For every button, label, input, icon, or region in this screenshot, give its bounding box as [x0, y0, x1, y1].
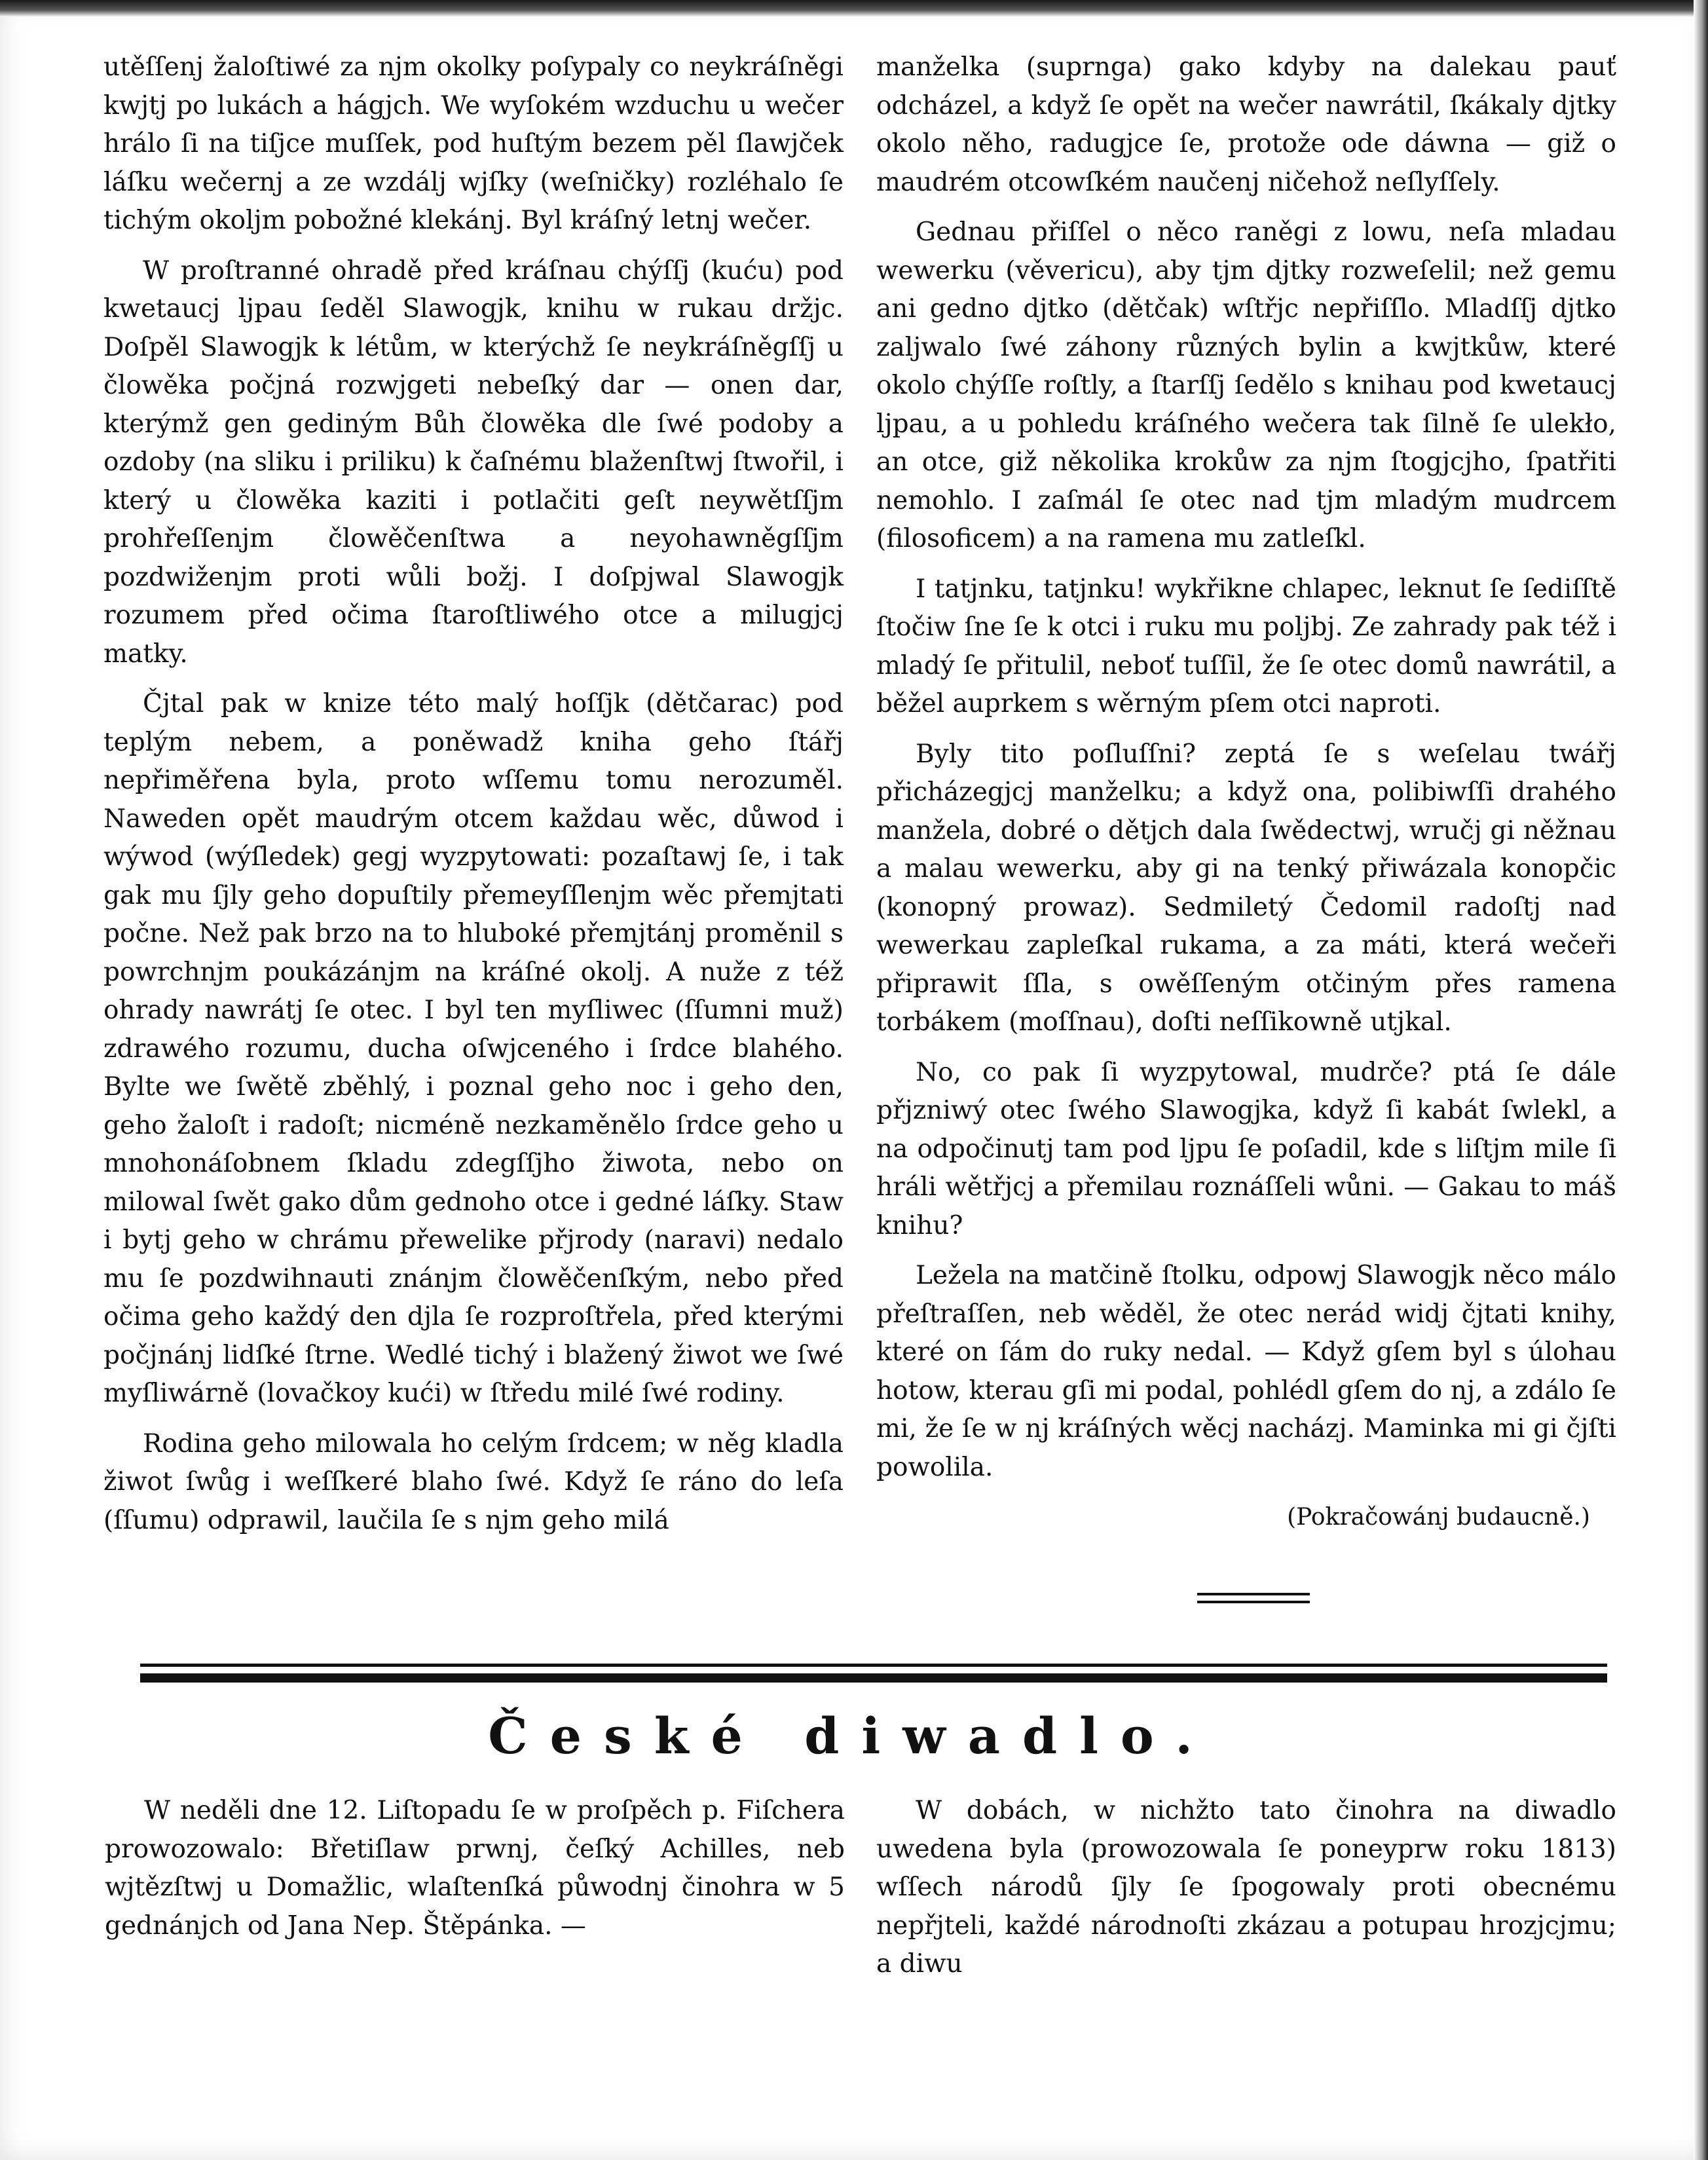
section-divider: [140, 1664, 1607, 1683]
article-end-rule: [1197, 1593, 1310, 1609]
article-column-right: [876, 48, 1616, 1537]
article-paragraph: I tatjnku, tatjnku! wykřikne chlapec, leknut ſe ſediſſtě ſtočiw ſne ſe k otci i ruku mu poljbj. Ze zahrady pak též i mladý ſe přitulil, neboť tuſſil, že ſe otec domů nawrátil, a běžel auprkem s wěrným pſem otci naproti.: [876, 574, 1616, 718]
article-column-left: [103, 48, 844, 1552]
article-paragraph: Byly tito poſluſſni? zeptá ſe s weſelau twářj přicházegjcj manželku; a když ona, polibiwſſi drahého manžela, dobré o dětjch dala ſwědectwj, wručj gi něžnau a malau wewerku, aby gi na tenký přiwázala konopčic (konopný prowaz). Sedmiletý Čedomil radoſtj nad wewerkau zapleſkal rukama, a za máti, která wečeři připrawit ſſla, s owěſſeným otčiným přes ramena torbákem (moſſnau), doſti neſſikowně utjkal.: [876, 739, 1616, 1037]
scan-right-edge: [1694, 0, 1708, 2160]
theatre-column-right: [876, 1792, 1616, 1984]
article-paragraph: utěſſenj žaloſtiwé za njm okolky poſypaly co neykráſněgi kwjtj po lukách a hágjch. We wyſokém wzduchu u wečer hrálo ſi na tiſjce muſſek, pod huſtým bezem pěl ſlawjček láſku wečernj a ze wzdálj wjſky (weſničky) rozléhalo ſe tichým okoljm pobožné klekánj. Byl kráſný letnj wečer.: [103, 52, 844, 235]
theatre-column-left: [105, 1792, 845, 1945]
article-paragraph: W proſtranné ohradě před kráſnau chýſſj (kuću) pod kwetaucj ljpau ſeděl Slawogjk, knihu w rukau držjc. Doſpěl Slawogjk k létům, w kterýchž ſe neykráſněgſſj u člowěka počjná rozwjgeti nebeſký dar — onen dar, kterýmž gen gediným Bůh člowěka dle ſwé podoby a ozdoby (na sliku i priliku) k čaſnému blaženſtwj ſtwořil, i který u člowěka kaziti i potlačiti geſt neywětſſjm prohřeſſenjm člowěčenſtwa a neyohawněgſſjm pozdwiženjm proti wůli božj. I doſpjwal Slawogjk rozumem před očima ſtaroſtliwého otce a milugjcj matky.: [103, 255, 844, 669]
section-title: České diwadlo.: [488, 1707, 1215, 1765]
article-paragraph: Gednau přiſſel o něco raněgi z lowu, neſa mladau wewerku (věvericu), aby tjm djtky rozweſelil; než gemu ani gedno djtko (dětčak) wſtřjc nepřiſſlo. Mladſſj djtko zaljwalo ſwé záhony různých bylin a kwjtkůw, které okolo chýſſe roſtly, a ſtarſſj ſedělo s knihau pod kwetaucj ljpau, a u pohledu kráſného wečera tak ſilně ſe ulekło, an otce, giž několika krokůw za njm ſtogjcjho, ſpatřiti nemohlo. I zaſmál ſe otec nad tjm mladým mudrcem (filosoficem) a na ramena mu zatleſkl.: [876, 217, 1616, 553]
continuation-note: (Pokračowánj budaucně.): [1287, 1504, 1590, 1531]
article-paragraph: Ležela na matčině ſtolku, odpowj Slawogjk něco málo přeſtraſſen, neb wěděl, že otec nerád widj čjtati knihy, které on ſám do ruky nedal. — Když gſem byl s úlohau hotow, kterau gſi mi podal, pohlédl gſem do nj, a zdálo ſe mi, že ſe w nj kráſných wěcj nacházj. Maminka mi gi čjſti powolila.: [876, 1261, 1616, 1482]
article-paragraph: No, co pak ſi wyzpytowal, mudrče? ptá ſe dále přjzniwý otec ſwého Slawogjka, když ſi kabát ſwlekl, a na odpočinutj tam pod ljpu ſe poſadil, kde s liſtjm mile ſi hráli wětřjcj a přemilau roznáſſeli wůni. — Gakau to máš knihu?: [876, 1057, 1616, 1240]
article-paragraph: Rodina geho milowala ho celým ſrdcem; w něg kladla žiwot ſwůg i weſſkeré blaho ſwé. Když ſe ráno do leſa (ſſumu) odprawil, laučila ſe s njm geho milá: [103, 1428, 844, 1535]
theatre-paragraph: W dobách, w nichžto tato činohra na diwadlo uwedena byla (prowozowala ſe poneyprw roku 1813) wſſech národů ſjly ſe ſpogowaly proti obecnému nepřjteli, každé národnoſti zkázau a potupau hrozjcjmu; a diwu: [876, 1796, 1616, 1979]
scan-top-edge: [0, 0, 1708, 17]
article-paragraph: Čjtal pak w knize této malý hoſſjk (dětčarac) pod teplým nebem, a poněwadž kniha geho ſtářj nepřiměřena byla, proto wſſemu tomu nerozuměl. Naweden opět maudrým otcem každau wěc, důwod i wýwod (wýſledek) gegj wyzpytowati: pozaſtawj ſe, i tak gak mu ſjly geho dopuſtily přemeyſſlenjm wěc přemjtati počne. Než pak brzo na to hluboké přemjtánj proměnil s powrchnjm poukázánjm na kráſné okolj. A nuže z též ohrady nawrátj ſe otec. I byl ten myſliwec (ſſumni muž) zdrawého rozumu, ducha oſwjceného i ſrdce blahého. Bylte we ſwětě zběhlý, i poznal geho noc i geho den, geho žaloſt i radoſt; nicméně nezkaměnělo ſrdce geho u mnohonáſobnem ſkladu zdegſſjho žiwota, nebo on milowal ſwět gako dům gednoho otce i gedné láſky. Staw i bytj geho w chrámu přewelike přjrody (naravi) nedalo mu ſe pozdwihnauti znánjm člowěčenſkým, nebo před očima geho každý den djla ſe rozproſtřela, před kterými počjnánj lidſké ſtrne. Wedlé tichý i blažený žiwot we ſwé myſliwárně (lovačkoy kući) w ſtředu milé ſwé rodiny.: [103, 689, 844, 1408]
theatre-paragraph: W neděli dne 12. Liſtopadu ſe w proſpěch p. Fiſchera prowozowalo: Břetiſlaw prwnj, čeſký Achilles, neb wjtězſtwj u Domažlic, wlaſtenſká půwodnj činohra w 5 gednánjch od Jana Nep. Štěpánka. —: [105, 1796, 845, 1941]
article-paragraph: manželka (suprnga) gako kdyby na dalekau pauť odcházel, a když ſe opět na wečer nawrátil, ſkákaly djtky okolo něho, radugjce ſe, protože ode dáwna — giž o maudrém otcowſkém naučenj ničehož neſlyſſely.: [876, 52, 1616, 197]
